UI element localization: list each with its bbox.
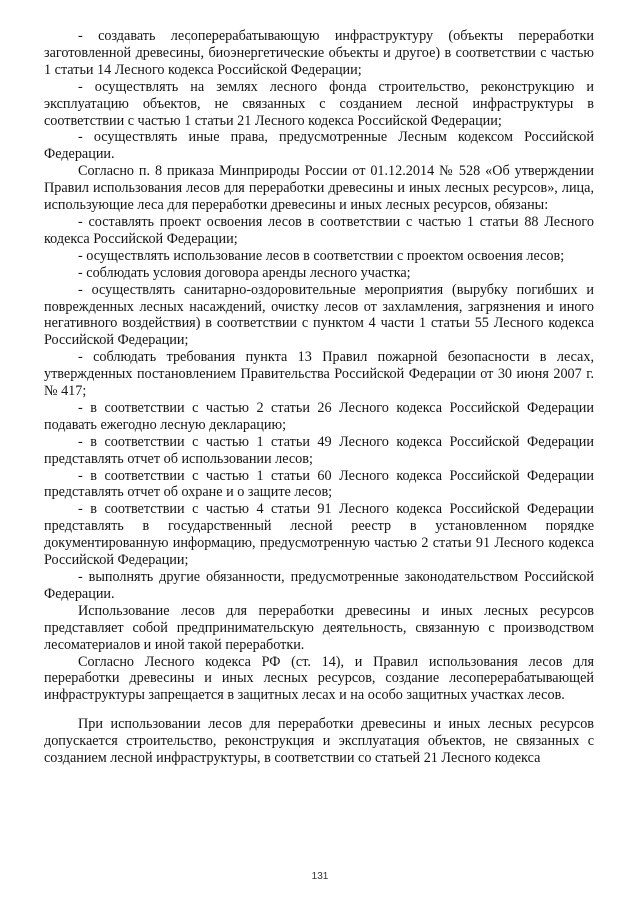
document-page [44,28,594,767]
paragraph: - в соответствии с частью 2 статьи 26 Лесного кодекса Российской Федерации подавать ежегодно лесную декларацию; [44,399,594,433]
paragraph: При использовании лесов для переработки древесины и иных лесных ресурсов допускается строительство, реконструкция и эксплуатация объектов, не связанных с созданием лесной инфраструктуры, в соответствии со статьей 21 Лесного кодекса [44,716,594,767]
paragraph: - осуществлять санитарно-оздоровительные мероприятия (вырубку погибших и поврежденных лесных насаждений, очистку лесов от захламления, загрязнения и иного негативного воздействия) в соответствии с пунктом 4 части 1 статьи 55 Лесного кодекса Российской Федерации; [44,281,594,349]
paragraph: - осуществлять на землях лесного фонда строительство, реконструкцию и эксплуатацию объектов, не связанных с созданием лесной инфраструктуры в соответствии с частью 1 статьи 21 Лесного кодекса Российской Федерации; [44,78,594,129]
paragraph: Согласно Лесного кодекса РФ (ст. 14), и Правил использования лесов для переработки древесины и иных лесных ресурсов, создание лесоперерабатывающей инфраструктуры запрещается в защитных лесах и на особо защитных участках лесов. [44,653,594,704]
paragraph: - составлять проект освоения лесов в соответствии с частью 1 статьи 88 Лесного кодекса Российской Федерации; [44,213,594,247]
page-number: 131 [311,871,329,882]
paragraph: - выполнять другие обязанности, предусмотренные законодательством Российской Федерации. [44,569,594,602]
paragraph: - соблюдать требования пункта 13 Правил пожарной безопасности в лесах, утвержденных постановлением Правительства Российской Федерации от 30 июня 2007 г. № 417; [44,349,594,400]
paragraph: - соблюдать условия договора аренды лесного участка; [78,264,411,281]
paragraph: - осуществлять использование лесов в соответствии с проектом освоения лесов; [78,247,565,264]
paragraph: - в соответствии с частью 4 статьи 91 Лесного кодекса Российской Федерации представлять в государственный лесной реестр в установленном порядке документированную информацию, предусмотренную частью 2 статьи 91 Лесного кодекса Российской Федерации; [44,501,594,569]
paragraph: Согласно п. 8 приказа Минприроды России от 01.12.2014 № 528 «Об утверждении Правил использования лесов для переработки древесины и иных лесных ресурсов», лица, использующие леса для переработки древесины и иных лесных ресурсов, обязаны: [44,163,594,214]
paragraph: Использование лесов для переработки древесины и иных лесных ресурсов представляет собой предпринимательскую деятельность, связанную с производством лесоматериалов и иной такой переработки. [44,602,594,653]
paragraph: - в соответствии с частью 1 статьи 49 Лесного кодекса Российской Федерации представлять отчет об использовании лесов; [44,433,594,467]
paragraph: - создавать лесоперерабатывающую инфраструктуру (объекты переработки заготовленной древесины, биоэнергетические объекты и другое) в соответствии с частью 1 статьи 14 Лесного кодекса Российской Федерации; [44,28,594,78]
paragraph: - в соответствии с частью 1 статьи 60 Лесного кодекса Российской Федерации представлять отчет об охране и о защите лесов; [44,467,594,501]
paragraph: - осуществлять иные права, предусмотренные Лесным кодексом Российской Федерации. [44,129,594,163]
